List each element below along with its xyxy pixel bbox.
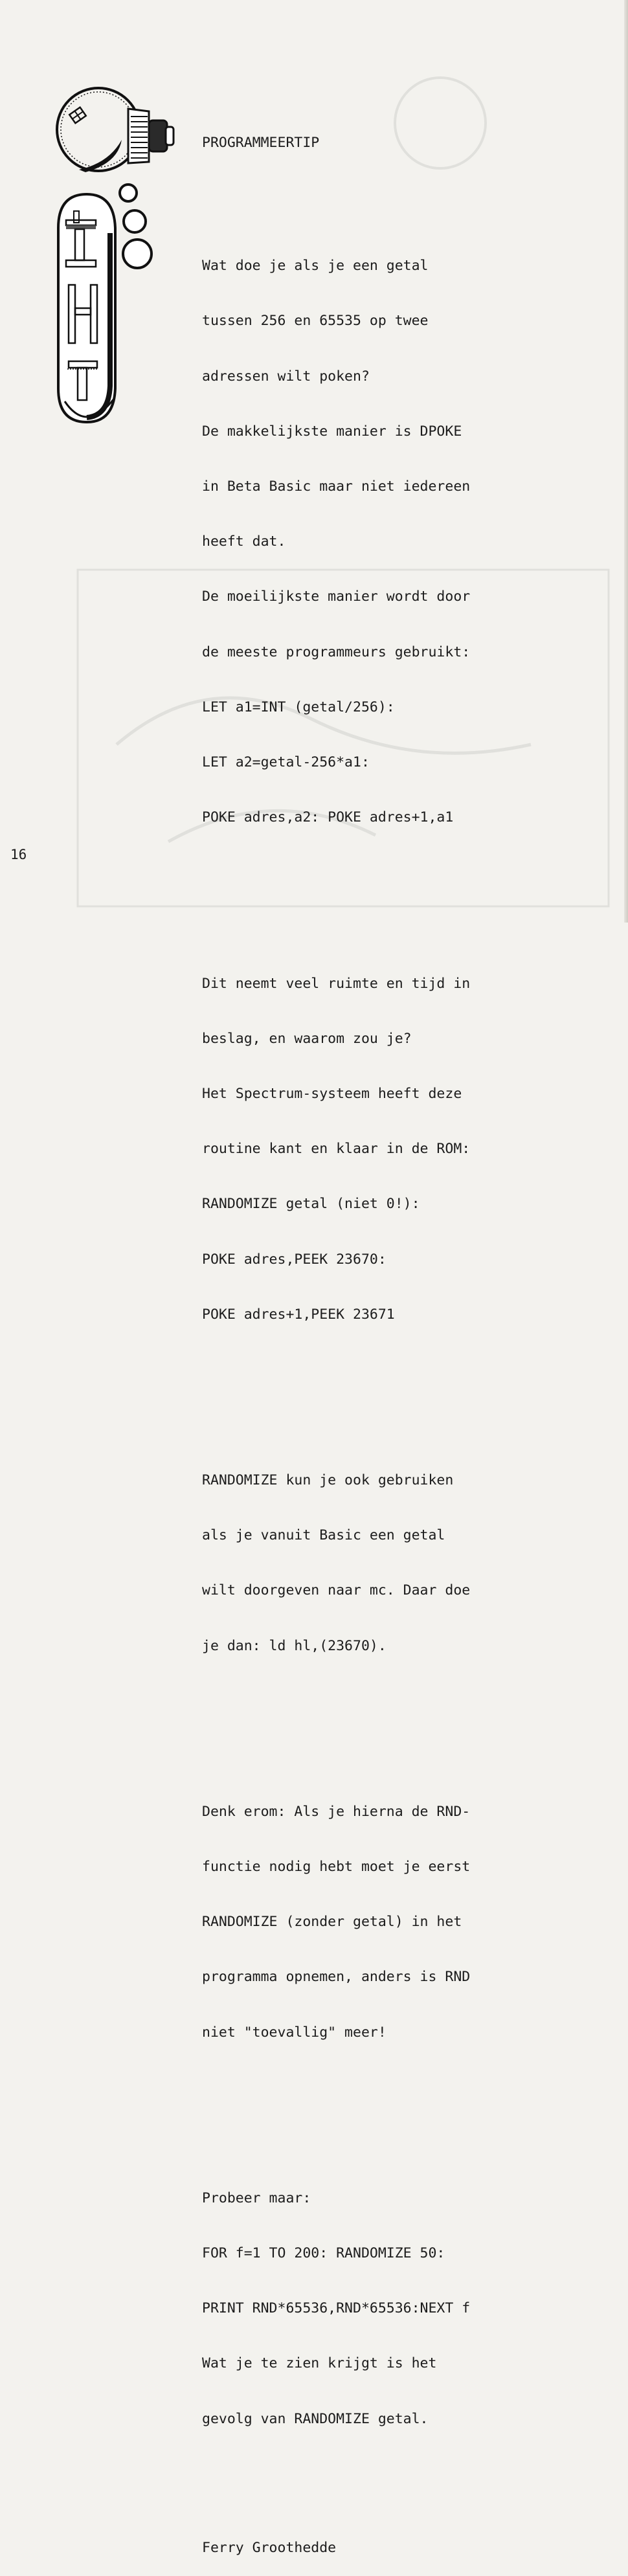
page-edge xyxy=(624,0,628,923)
paragraph-machine-code xyxy=(202,1435,590,1692)
text-line: RANDOMIZE (zonder getal) in het xyxy=(202,1914,462,1931)
thought-bubble-large xyxy=(123,240,151,268)
text-line: Wat doe je als je een getal xyxy=(202,258,429,274)
text-line: Het Spectrum-systeem heeft deze xyxy=(202,1085,462,1102)
code-line: POKE adres,a2: POKE adres+1,a1 xyxy=(202,809,454,826)
text-line: wilt doorgeven naar mc. Daar doe xyxy=(202,1582,471,1599)
code-line: FOR f=1 TO 200: RANDOMIZE 50: xyxy=(202,2245,445,2262)
page-number: 16 xyxy=(10,847,27,862)
text-line: tussen 256 en 65535 op twee xyxy=(202,313,429,330)
code-line: POKE adres,PEEK 23670: xyxy=(202,1251,387,1268)
text-line: adressen wilt poken? xyxy=(202,368,370,385)
text-line: programma opnemen, anders is RND xyxy=(202,1969,471,1986)
text-line: beslag, en waarom zou je? xyxy=(202,1030,412,1047)
text-line: De moeilijkste manier wordt door xyxy=(202,588,471,605)
article-body xyxy=(202,97,590,2576)
text-line: als je vanuit Basic een getal xyxy=(202,1527,445,1544)
author-signature: Ferry Groothedde xyxy=(202,2540,337,2557)
thought-bubble-medium xyxy=(124,210,146,232)
text-line: routine kant en klaar in de ROM: xyxy=(202,1141,471,1158)
article-heading: PROGRAMMEERTIP xyxy=(202,134,320,151)
code-line: RANDOMIZE getal (niet 0!): xyxy=(202,1196,420,1213)
code-line: LET a2=getal-256*a1: xyxy=(202,754,370,771)
code-line: LET a1=INT (getal/256): xyxy=(202,699,395,715)
text-line: je dan: ld hl,(23670). xyxy=(202,1637,387,1654)
text-line: niet "toevallig" meer! xyxy=(202,2024,387,2041)
text-line: heeft dat. xyxy=(202,533,286,550)
paragraph-intro xyxy=(202,220,590,864)
text-line: de meeste programmeurs gebruikt: xyxy=(202,644,471,660)
text-line: functie nodig hebt moet je eerst xyxy=(202,1859,471,1875)
thought-bubble-small xyxy=(120,185,137,201)
text-line: Wat je te zien krijgt is het xyxy=(202,2355,437,2372)
code-line: PRINT RND*65536,RND*65536:NEXT f xyxy=(202,2300,471,2317)
text-line: De makkelijkste manier is DPOKE xyxy=(202,423,462,440)
text-line: Denk erom: Als je hierna de RND- xyxy=(202,1803,471,1820)
text-line: Dit neemt veel ruimte en tijd in xyxy=(202,975,471,992)
text-line: RANDOMIZE kun je ook gebruiken xyxy=(202,1472,454,1488)
tip-lightbulb-illustration xyxy=(52,84,181,434)
text-line: Probeer maar: xyxy=(202,2190,311,2206)
text-line: in Beta Basic maar niet iedereen xyxy=(202,478,471,495)
paragraph-rom-routine xyxy=(202,938,590,1361)
paragraph-rnd-warning xyxy=(202,1766,590,2079)
paragraph-example xyxy=(202,2153,590,2465)
code-line: POKE adres+1,PEEK 23671 xyxy=(202,1306,395,1323)
text-line: gevolg van RANDOMIZE getal. xyxy=(202,2410,429,2427)
